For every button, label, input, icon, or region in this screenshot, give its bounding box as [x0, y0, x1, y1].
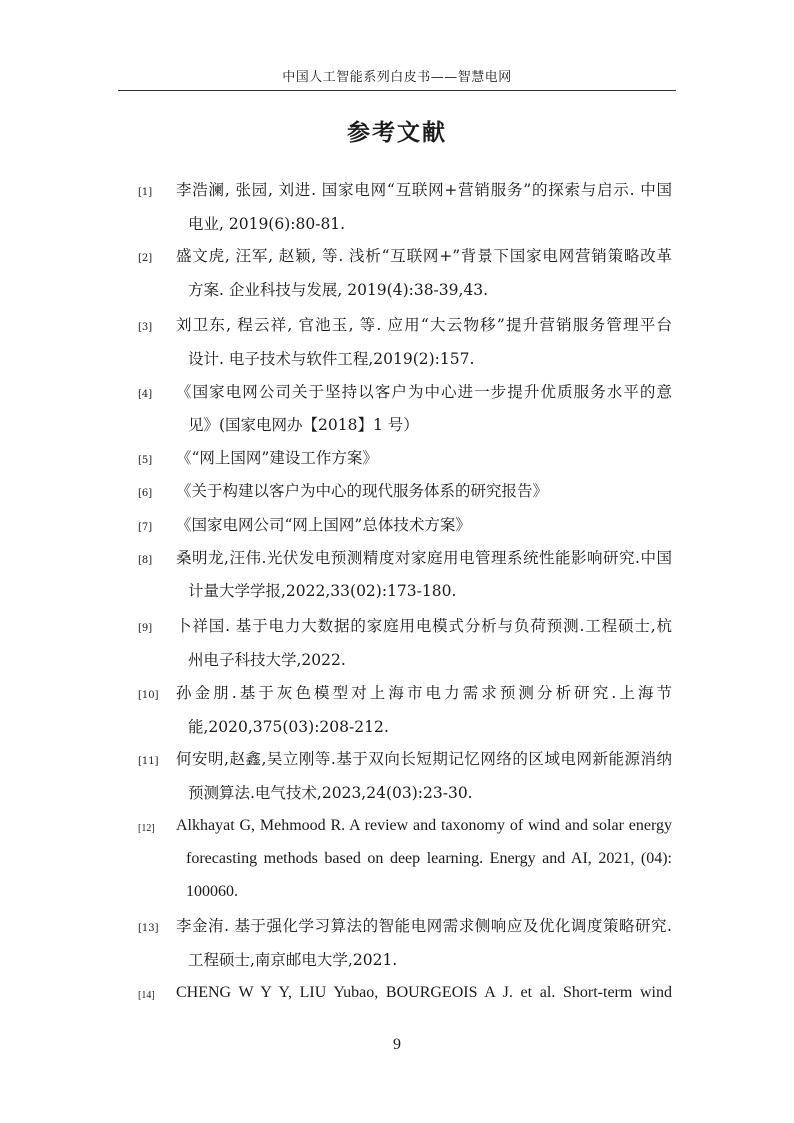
reference-text-line: 李浩澜, 张园, 刘进. 国家电网“互联网+营销服务”的探索与启示. 中国 — [176, 181, 672, 199]
reference-text-line: 李金洧. 基于强化学习算法的智能电网需求侧响应及优化调度策略研究. — [176, 917, 672, 935]
reference-text-line: 《“网上国网”建设工作方案》 — [176, 449, 378, 467]
reference-text-line: 预测算法.电气技术,2023,24(03):23-30. — [188, 784, 473, 802]
reference-text-line: 《关于构建以客户为中心的现代服务体系的研究报告》 — [176, 482, 549, 500]
reference-text-line: 盛文虎, 汪军, 赵颖, 等. 浅析“互联网+”背景下国家电网营销策略改革 — [176, 247, 672, 265]
running-header: 中国人工智能系列白皮书——智慧电网 — [282, 70, 512, 85]
reference-text-line: 方案. 企业科技与发展, 2019(4):38-39,43. — [188, 281, 489, 299]
reference-number: [13] — [138, 923, 159, 934]
reference-number: [10] — [138, 690, 159, 701]
reference-text-line: 见》(国家电网办【2018】1 号） — [188, 416, 419, 434]
reference-text-line: 孙金朋.基于灰色模型对上海市电力需求预测分析研究.上海节 — [176, 684, 672, 702]
reference-text-line: 何安明,赵鑫,吴立刚等.基于双向长短期记忆网络的区域电网新能源消纳 — [176, 750, 672, 768]
reference-text-line: 桑明龙,汪伟.光伏发电预测精度对家庭用电管理系统性能影响研究.中国 — [176, 549, 672, 567]
reference-text-line: Alkhayat G, Mehmood R. A review and taxonomy of wind and solar energy — [176, 817, 672, 834]
reference-number: [3] — [138, 322, 153, 333]
reference-text-line: 100060. — [186, 883, 238, 900]
reference-number: [11] — [138, 756, 159, 767]
reference-text-line: 州电子科技大学,2022. — [188, 651, 346, 669]
reference-text-line: 刘卫东, 程云祥, 官池玉, 等. 应用“大云物移”提升营销服务管理平台 — [176, 316, 672, 334]
reference-text-line: 电业, 2019(6):80-81. — [188, 215, 346, 233]
reference-number: [5] — [138, 455, 153, 466]
reference-text-line: 《国家电网公司关于坚持以客户为中心进一步提升优质服务水平的意 — [176, 383, 672, 401]
header-rule — [118, 90, 676, 91]
reference-number: [14] — [138, 990, 155, 1001]
reference-text-line: 设计. 电子技术与软件工程,2019(2):157. — [188, 350, 475, 368]
reference-number: [6] — [138, 488, 153, 499]
reference-number: [12] — [138, 823, 155, 834]
reference-number: [2] — [138, 253, 153, 264]
reference-text-line: 卜祥国. 基于电力大数据的家庭用电模式分析与负荷预测.工程硕士,杭 — [176, 617, 672, 635]
page-number: 9 — [393, 1036, 401, 1053]
reference-number: [1] — [138, 187, 153, 198]
reference-text-line: CHENG W Y Y, LIU Yubao, BOURGEOIS A J. et al. Short-term wind — [176, 984, 672, 1001]
reference-text-line: 计量大学学报,2022,33(02):173-180. — [188, 582, 457, 600]
reference-text-line: forecasting methods based on deep learning. Energy and AI, 2021, (04): — [186, 850, 672, 867]
reference-text-line: 能,2020,375(03):208-212. — [188, 718, 389, 736]
reference-text-line: 《国家电网公司“网上国网”总体技术方案》 — [176, 516, 471, 534]
page-title: 参考文献 — [347, 119, 447, 146]
reference-text-line: 工程硕士,南京邮电大学,2021. — [188, 951, 398, 969]
reference-number: [9] — [138, 623, 153, 634]
reference-number: [4] — [138, 389, 153, 400]
reference-number: [7] — [138, 522, 153, 533]
reference-number: [8] — [138, 555, 153, 566]
